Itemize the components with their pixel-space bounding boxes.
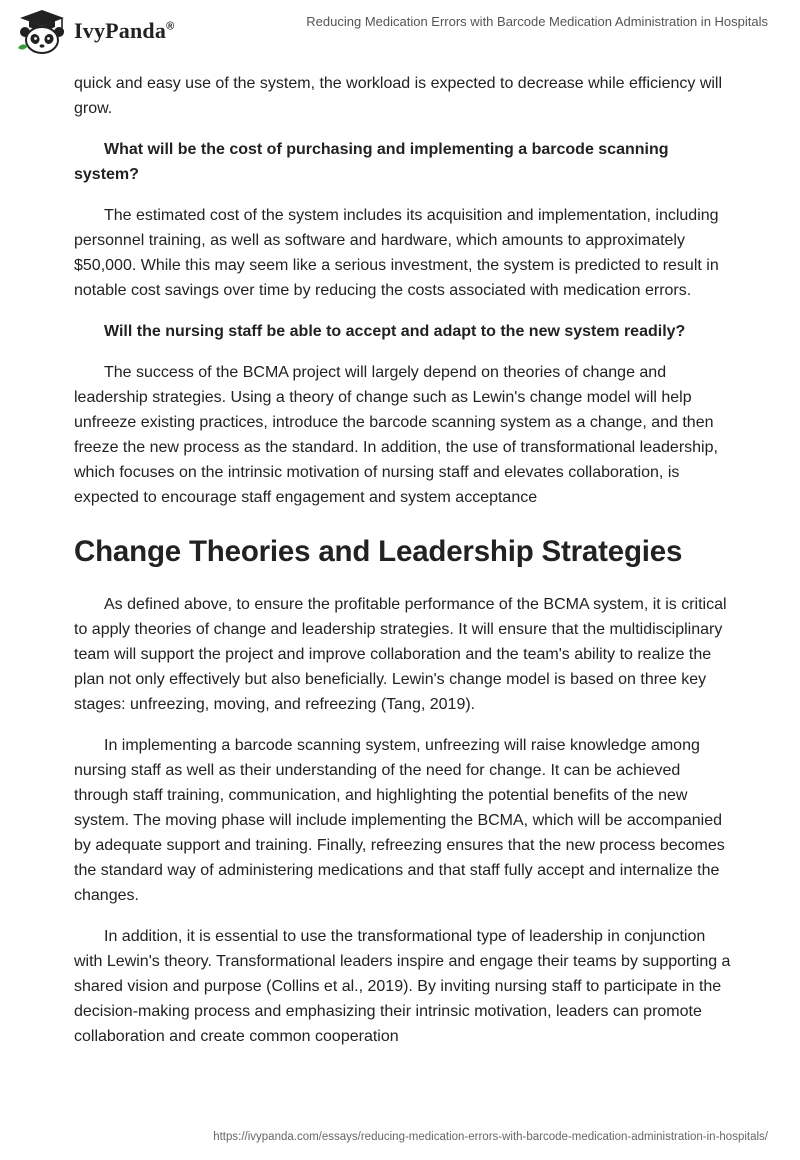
paragraph-transformational-leadership: In addition, it is essential to use the transformational type of leadership in conjunction with Lewin's theory. Transformational leaders inspire and engage their teams by supporting a shared vision and purpose (Collins et al., 2019). By inviting nursing staff to participate in the decision-making process and emphasizing their intrinsic motivation, leaders can promote collaboration and create common cooperation: [74, 928, 731, 1045]
paragraph-continuation: quick and easy use of the system, the workload is expected to decrease while efficiency will grow.: [74, 75, 723, 117]
section-heading: Change Theories and Leadership Strategies: [74, 535, 683, 568]
question-cost: What will be the cost of purchasing and implementing a barcode scanning system?: [74, 141, 669, 183]
ivypanda-logo[interactable]: [14, 8, 174, 54]
source-url[interactable]: https://ivypanda.com/essays/reducing-medication-errors-with-barcode-medication-administration-in-hospitals/: [213, 1131, 768, 1143]
question-acceptance: Will the nursing staff be able to accept and adapt to the new system readily?: [104, 323, 686, 340]
paragraph-acceptance: The success of the BCMA project will largely depend on theories of change and leadership strategies. Using a theory of change such as Lewin's change model will help unfreeze existing practices, introduce the barcode scanning system as a change, and then freeze the new process as the standard. In addition, the use of transformational leadership, which focuses on the intrinsic motivation of nursing staff and elevates collaboration, is expected to encourage staff engagement and system acceptance: [74, 364, 718, 506]
paragraph-change-theories: As defined above, to ensure the profitable performance of the BCMA system, it is critical to apply theories of change and leadership strategies. It will ensure that the multidisciplinary team will support the project and improve collaboration and the team's ability to realize the plan not only effectively but also beneficially. Lewin's change model is based on three key stages: unfreezing, moving, and refreezing (Tang, 2019).: [74, 596, 727, 713]
document-title: Reducing Medication Errors with Barcode Medication Administration in Hospitals: [306, 14, 768, 29]
page-header: [0, 0, 800, 68]
paragraph-cost: The estimated cost of the system includes its acquisition and implementation, including personnel training, as well as software and hardware, which amounts to approximately $50,000. While this may seem like a serious investment, the system is predicted to result in notable cost savings over time by reducing the costs associated with medication errors.: [74, 207, 719, 299]
paragraph-lewin-stages: In implementing a barcode scanning system, unfreezing will raise knowledge among nursing staff as well as their understanding of the need for change. It can be achieved through staff training, communication, and highlighting the potential benefits of the new system. The moving phase will include implementing the BCMA, which will be accompanied by adequate support and training. Finally, refreezing ensures that the new process becomes the standard way of administering medications and that staff fully accept and internalize the changes.: [74, 737, 725, 904]
panda-graduate-icon: [14, 8, 68, 54]
brand-name: IvyPanda®: [74, 18, 175, 43]
essay-content: [74, 71, 734, 1049]
